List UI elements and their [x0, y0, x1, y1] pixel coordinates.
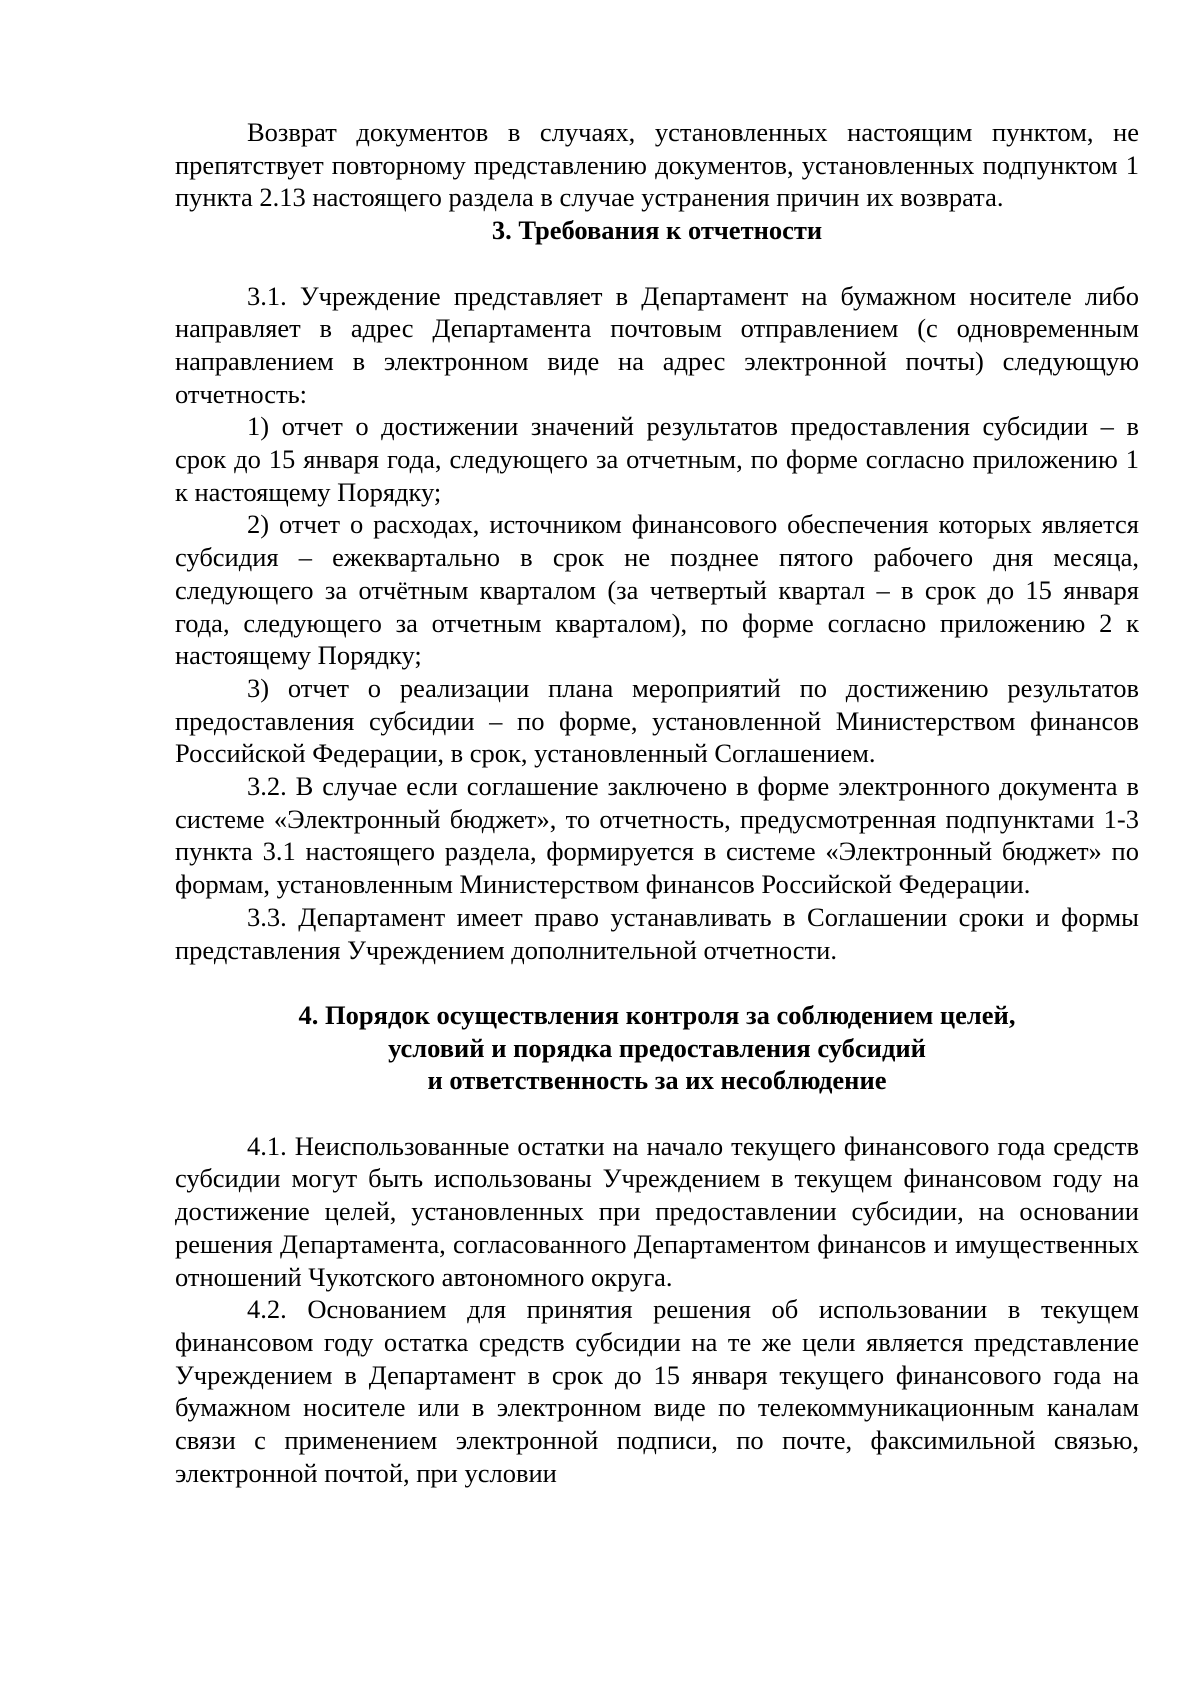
- section-4-title-line-2: условий и порядка предоставления субсидий: [388, 1032, 926, 1063]
- paragraph-4-1: 4.1. Неиспользованные остатки на начало текущего финансового года средств субсидии могут быть использованы Учреждением в текущем финансовом году на достижение целей, установленных при предоставлении субсидии, на основании решения Департамента, согласованного Департаментом финансов и имущественных отношений Чукотского автономного округа.: [175, 1130, 1139, 1292]
- paragraph-3-1: 3.1. Учреждение представляет в Департамент на бумажном носителе либо направляет в адрес Департамента почтовым отправлением (с одновременным направлением в электронном виде на адрес электронной почты) следующую отчетность:: [175, 280, 1139, 409]
- section-4-title: [175, 999, 1139, 1097]
- spacer: [175, 1097, 1139, 1130]
- section-3-title: 3. Требования к отчетности: [491, 215, 823, 246]
- section-4-title-line-3: и ответственность за их несоблюдение: [427, 1065, 887, 1096]
- list-item-3-1-1: 1) отчет о достижении значений результатов предоставления субсидии – в срок до 15 января года, следующего за отчетным, по форме согласно приложению 1 к настоящему Порядку;: [175, 411, 1139, 507]
- paragraph-3-3: 3.3. Департамент имеет право устанавливать в Соглашении сроки и формы представления Учреждением дополнительной отчетности.: [175, 901, 1139, 965]
- list-item-3-1-3: 3) отчет о реализации плана мероприятий по достижению результатов предоставления субсидии – по форме, установленной Министерством финансов Российской Федерации, в срок, установленный Соглашением.: [175, 672, 1139, 769]
- list-item-3-1-2: 2) отчет о расходах, источником финансового обеспечения которых является субсидия – ежеквартально в срок не позднее пятого рабочего дня месяца, следующего за отчётным кварталом (за четвертый квартал – в срок до 15 января года, следующего за отчетным кварталом), по форме согласно приложению 2 к настоящему Порядку;: [175, 509, 1139, 671]
- spacer: [175, 966, 1139, 999]
- paragraph-3-2: 3.2. В случае если соглашение заключено в форме электронного документа в системе «Электронный бюджет», то отчетность, предусмотренная подпунктами 1-3 пункта 3.1 настоящего раздела, формируется в системе «Электронный бюджет» по формам, установленным Министерством финансов Российской Федерации.: [175, 771, 1139, 900]
- paragraph-4-2: 4.2. Основанием для принятия решения об использовании в текущем финансовом году остатка средств субсидии на те же цели является представление Учреждением в Департамент в срок до 15 января текущего финансового года на бумажном носителе или в электронном виде по телекоммуникационным каналам связи с применением электронной подписи, по почте, факсимильной связью, электронной почтой, при условии: [175, 1294, 1139, 1488]
- spacer: [175, 247, 1139, 280]
- section-4-title-line-1: 4. Порядок осуществления контроля за соблюдением целей,: [298, 999, 1016, 1030]
- document-content: [175, 116, 1139, 1489]
- paragraph-document-return: Возврат документов в случаях, установленных настоящим пунктом, не препятствует повторному представлению документов, установленных подпунктом 1 пункта 2.13 настоящего раздела в случае устранения причин их возврата.: [175, 117, 1139, 213]
